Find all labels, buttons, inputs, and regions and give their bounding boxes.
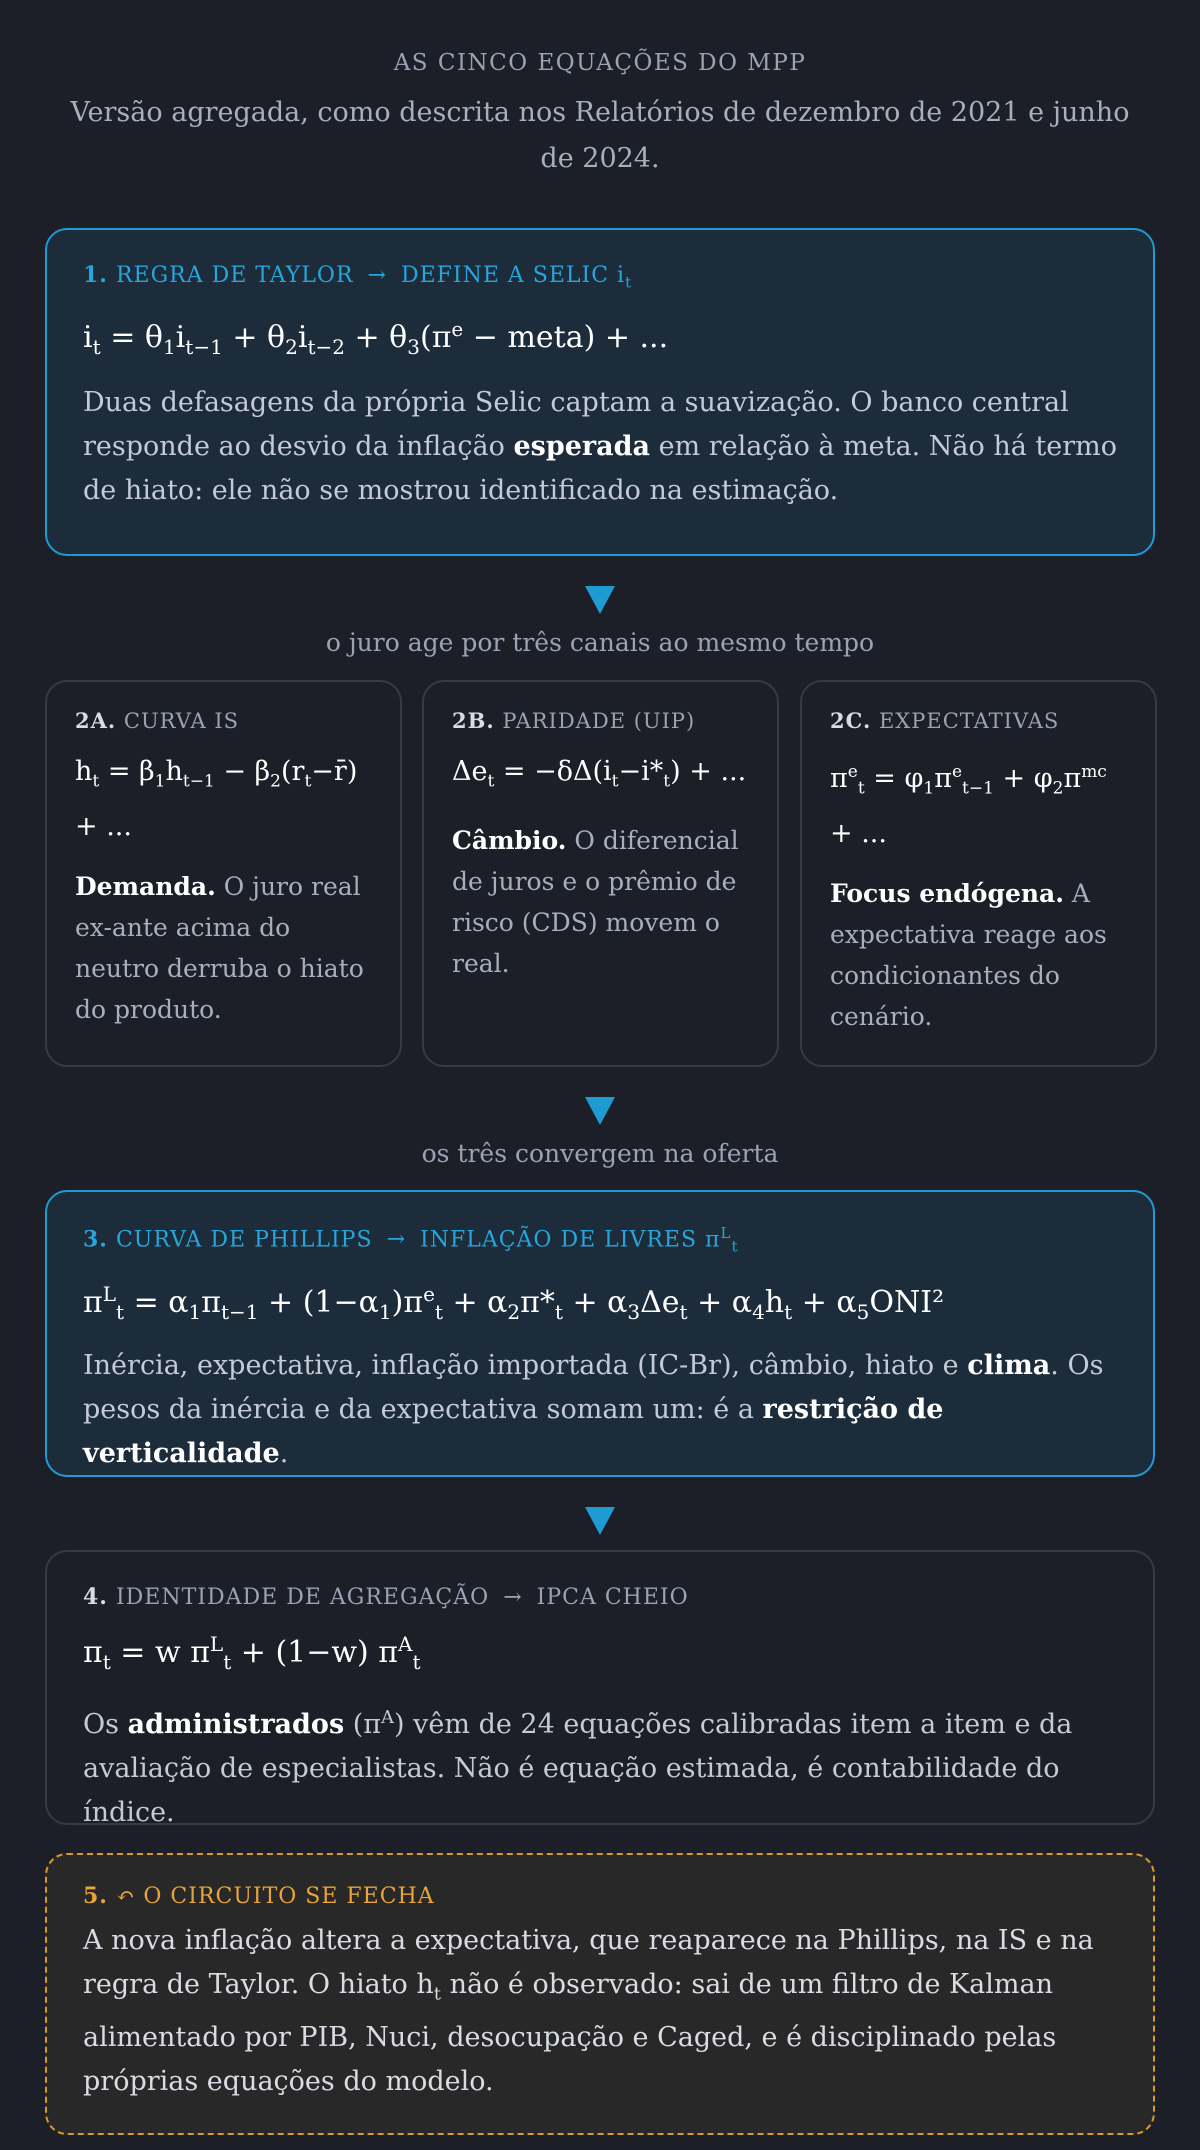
card-number: 1. [83,262,108,288]
card-description: A nova inflação altera a expectativa, que reaparece na Phillips, na IS e na regra de Taylor. O hiato $h_t$ não é observado: sai de um filtro de Kalman alimentado por PIB, Nuci, desocupação e Caged, e é disciplinado pelas próprias equações do modelo. [83,1925,1094,2098]
card-aggregation [45,1550,1155,1828]
equation-uip: $\Delta e_t = -\delta\Delta(i_t-i*_t)$ + ... [452,756,747,792]
card-target-sub: t [625,273,633,292]
card-description: Focus endógena. A expectativa reage aos condicionantes do cenário. [830,879,1107,1032]
header [0,0,1200,182]
equation-phillips: $\pi^L_t = \alpha_1\pi_{t-1} + (1-\alpha_1)\pi^e_t + \alpha_2\pi*_t + \alpha_3\Delta e_t + \alpha_4h_t + \alpha_5ONI^2$ [83,1281,945,1324]
card-is-curve [45,680,402,1067]
card-description: Câmbio. O diferencial de juros e o prêmio de risco (CDS) movem o real. [452,826,739,979]
card-target: DEFINE A SELIC i [400,263,626,288]
card-title: IDENTIDADE DE AGREGAÇÃO [115,1585,490,1610]
card-kicker: 2C. EXPECTATIVAS [830,708,1060,733]
card-taylor-kicker [83,262,1117,291]
equation-expectations: $\pi^e_t = \varphi_1\pi^e_{t-1} + \varphi_2\pi^{mc}$ + ... [830,762,1107,850]
card-description: Demanda. O juro real ex-ante acima do neutro derruba o hiato do produto. [75,872,364,1025]
card-target-sub: t [731,1237,739,1256]
page-title: AS CINCO EQUAÇÕES DO MPP [393,50,807,76]
card-title: REGRA DE TAYLOR [115,263,354,288]
card-circuit-closes [45,1853,1155,2135]
card-target: INFLAÇÃO DE LIVRES π [420,1227,721,1253]
connector-label: o juro age por três canais ao mesmo tempo [325,628,875,657]
card-kicker: 2B. PARIDADE (UIP) [452,708,696,733]
card-expectations [800,680,1157,1067]
down-arrow-icon [585,1097,615,1125]
card-taylor-rule [45,228,1155,556]
card-title: CURVA DE PHILLIPS [115,1227,373,1253]
card-description: Os administrados $(\pi^A)$ vêm de 24 equações calibradas item a item e da avaliação de especialistas. Não é equação estimada, é contabilidade do índice. [83,1707,1073,1828]
equation-aggregation: $\pi_t = w$ $\pi^L_t + (1-w)$ $\pi^A_t$ [83,1632,421,1674]
card-phillips-curve [45,1190,1155,1477]
card-description: Duas defasagens da própria Selic captam a suavização. O banco central responde ao desvio da inflação esperada em relação à meta. Não há termo de hiato: ele não se mostrou identificado na estimação. [83,387,1117,507]
card-circuit-kicker [83,1883,1117,1909]
equation-is: $h_t = \beta_1h_{t-1}$ − $\beta_2(r_t-r̄)$ + ... [75,756,358,843]
card-uip [422,680,779,1067]
card-phillips-kicker [83,1224,1117,1256]
equation-taylor: $i_t = \theta_1i_{t-1} + \theta_2i_{t-2} + \theta_3(\pi^e$ − meta) + ... [83,317,669,360]
card-kicker: 2A. CURVA IS [75,708,239,733]
down-arrow-icon [585,1507,615,1535]
card-number: 5. [83,1883,108,1909]
connector-label: os três convergem na oferta [421,1139,779,1168]
arrow-symbol: → [386,1227,406,1253]
card-number: 4. [83,1584,108,1610]
card-target: IPCA CHEIO [536,1585,689,1610]
card-description: Inércia, expectativa, inflação importada (IC-Br), câmbio, hiato e clima. Os pesos da inércia e da expectativa somam um: é a restrição de verticalidade. [83,1349,1104,1469]
down-arrow-icon [585,586,615,614]
arrow-symbol: → [503,1585,523,1610]
card-aggregation-kicker [83,1584,1117,1610]
loop-arrow-icon: ↶ [115,1884,136,1909]
card-number: 3. [83,1226,108,1253]
page-subtitle: Versão agregada, como descrita nos Relatórios de dezembro de 2021 e junho de 2024. [70,97,1130,174]
arrow-symbol: → [367,263,387,288]
card-title: O CIRCUITO SE FECHA [143,1884,435,1909]
card-target-sup: L [720,1224,732,1242]
